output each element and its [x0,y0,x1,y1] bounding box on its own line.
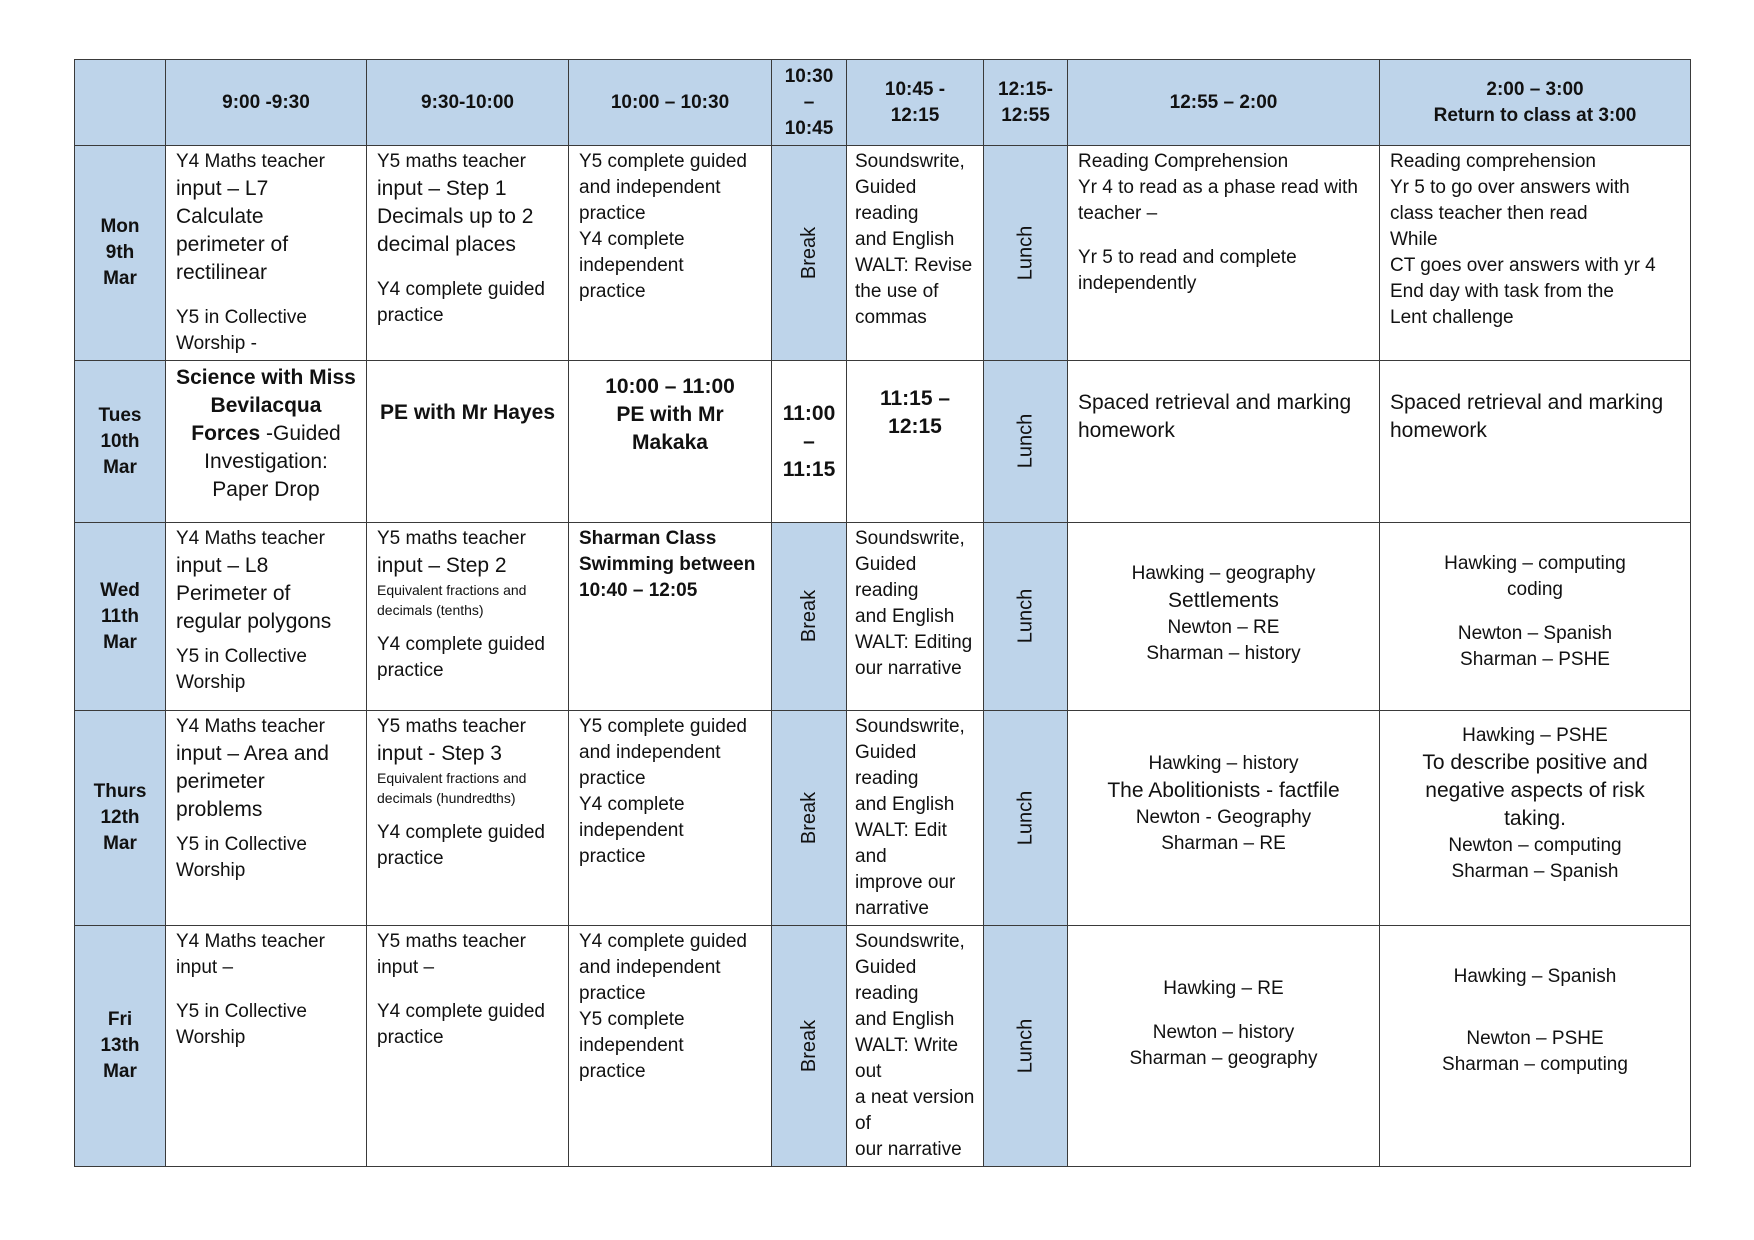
cell-text: Science with Miss [176,366,356,389]
cell-text: 11:00 [782,401,836,425]
cell-text: While [1390,229,1438,250]
cell-text: independently [1078,273,1197,294]
cell-text: WALT: Edit and [855,820,947,867]
day-label [75,523,166,711]
cell-text: Settlements [1168,589,1279,612]
cell-wed-slot2 [367,523,569,711]
cell-text: Hawking – Spanish [1453,966,1617,987]
cell-text: rectilinear [176,261,268,284]
break-label: Break [798,226,820,279]
cell-text: regular polygons [176,610,332,633]
cell-thu-slot5 [847,711,984,926]
header-slot-break [772,60,847,146]
header-text: 10:45 [784,117,834,139]
break-cell [772,711,847,926]
cell-text: Y4 complete guided [377,279,545,300]
cell-text: Equivalent fractions and [377,770,527,786]
cell-text: and independent [579,177,721,198]
cell-text: Y5 in Collective [176,646,307,667]
cell-text: narrative [855,898,929,919]
cell-text: Spaced retrieval and marking [1078,391,1352,414]
break-cell [772,523,847,711]
cell-thu-slot2 [367,711,569,926]
lunch-cell [984,711,1068,926]
cell-text: independent [579,1035,684,1056]
cell-text: Worship [176,860,246,881]
cell-wed-slot8 [1380,523,1691,711]
cell-text: Soundswrite, [855,151,965,172]
cell-text: Y4 complete [579,794,685,815]
cell-text: Hawking – computing [1444,553,1626,574]
cell-tue-slot3 [569,361,772,523]
cell-text: input – [176,957,234,978]
cell-text: Guided reading [855,554,919,601]
cell-text: practice [377,305,444,326]
break-cell [772,146,847,361]
cell-text: Hawking – history [1148,753,1299,774]
cell-text: and English [855,229,955,250]
cell-wed-slot3 [569,523,772,711]
cell-text: Y5 maths teacher [377,716,526,737]
cell-text: Sharman – RE [1161,833,1286,854]
cell-text: Sharman – history [1146,643,1301,664]
cell-text: coding [1507,579,1563,600]
break-cell [772,926,847,1167]
cell-text: CT goes over answers with yr 4 [1390,255,1656,276]
cell-fri-slot3 [569,926,772,1167]
cell-mon-slot3 [569,146,772,361]
day-label [75,146,166,361]
cell-fri-slot8 [1380,926,1691,1167]
day-label [75,711,166,926]
cell-text: 10:40 – 12:05 [579,580,698,601]
cell-text: Newton – RE [1167,617,1280,638]
cell-text: Worship - [176,333,257,354]
cell-text: commas [855,307,927,328]
cell-text: practice [579,768,646,789]
cell-text: homework [1390,419,1487,442]
day-text: Mar [103,833,137,854]
cell-thu-slot8 [1380,711,1691,926]
cell-text: Makaka [632,431,708,454]
cell-text: Y4 Maths teacher [176,528,325,549]
cell-text: Y5 maths teacher [377,931,526,952]
cell-wed-slot5 [847,523,984,711]
cell-tue-slot2 [367,361,569,523]
cell-text: the use of [855,281,939,302]
cell-text: Y5 complete guided [579,716,747,737]
cell-text: Hawking – RE [1163,978,1284,999]
cell-text: practice [579,846,646,867]
lunch-label: Lunch [1014,225,1037,280]
cell-text: Y4 complete [579,229,685,250]
cell-text: decimals (tenths) [377,602,484,618]
cell-text: Paper Drop [212,478,320,501]
cell-text: Spaced retrieval and marking [1390,391,1664,414]
lunch-label: Lunch [1014,588,1037,644]
cell-text: Newton – history [1152,1022,1295,1043]
cell-text: perimeter of [176,233,289,256]
cell-tue-slot5 [847,361,984,523]
cell-text: and English [855,606,955,627]
cell-text: Y4 complete guided [579,931,747,952]
cell-mon-slot1 [166,146,367,361]
cell-text: homework [1078,419,1175,442]
timetable [74,59,1691,1167]
cell-text: Sharman – computing [1442,1054,1628,1075]
cell-text: input – L8 [176,554,269,577]
cell-text: Hawking – geography [1131,563,1316,584]
cell-text: -Guided [260,422,341,445]
cell-text: 10:00 – 11:00 [605,375,735,398]
cell-text: practice [579,983,646,1004]
cell-fri-slot1 [166,926,367,1167]
cell-text: Guided reading [855,957,919,1004]
cell-fri-slot7 [1068,926,1380,1167]
cell-text: Hawking – PSHE [1462,725,1608,746]
cell-text: input – [377,957,435,978]
day-text: Mar [103,1061,137,1082]
lunch-label: Lunch [1014,1018,1037,1073]
cell-text: Y5 maths teacher [377,151,526,172]
header-text: 12:55 [1001,104,1050,126]
cell-text: negative aspects of risk [1425,779,1645,802]
cell-text: input – Step 1 [377,177,507,200]
cell-text: Newton – Spanish [1457,623,1613,644]
cell-text: Swimming between [579,554,756,575]
cell-text: Y5 in Collective [176,307,307,328]
cell-text: Y5 in Collective [176,834,307,855]
day-text: Fri [107,1009,133,1030]
cell-text: class teacher then read [1390,203,1588,224]
cell-text: Bevilacqua [210,394,322,417]
header-slot-1: 9:00 -9:30 [166,60,367,146]
day-text: Mar [103,268,137,289]
header-row [75,60,1691,146]
cell-text: Lent challenge [1390,307,1514,328]
cell-text: Newton - Geography [1135,807,1312,828]
cell-text: Worship [176,672,246,693]
cell-text: Y5 maths teacher [377,528,526,549]
day-text: Tues [98,404,142,426]
cell-text: and English [855,794,955,815]
day-text: Mon [100,216,140,237]
cell-text: Guided reading [855,177,919,224]
lunch-label: Lunch [1014,413,1037,469]
cell-text: independent [579,255,684,276]
cell-wed-slot1 [166,523,367,711]
cell-text: practice [377,1027,444,1048]
row-thursday [75,711,1691,926]
cell-text: input – L7 Calculate [176,177,269,228]
day-text: Mar [103,456,137,478]
break-label: Break [798,1019,820,1072]
cell-text: Yr 4 to read as a phase read with [1078,177,1358,198]
day-text: Thurs [93,781,147,802]
row-monday [75,146,1691,361]
cell-mon-slot5 [847,146,984,361]
cell-text: Newton – computing [1448,835,1622,856]
cell-text: problems [176,798,263,821]
header-corner [75,60,166,146]
cell-text: Y4 complete guided [377,1001,545,1022]
cell-text: and independent [579,742,721,763]
lunch-cell [984,361,1068,523]
header-text: Return to class at 3:00 [1433,104,1637,126]
header-text: 2:00 – 3:00 [1486,78,1584,100]
lunch-cell [984,523,1068,711]
cell-text: WALT: Revise [855,255,973,276]
cell-text: practice [579,281,646,302]
header-text: 10:30 [784,65,834,87]
cell-text: improve our [855,872,956,893]
header-text: 12:15 [890,104,940,126]
cell-text: input - Step 3 [377,742,502,765]
cell-text: 11:15 – [879,387,951,410]
cell-text: Soundswrite, [855,931,965,952]
header-slot-2: 9:30-10:00 [367,60,569,146]
header-text: 12:15- [998,78,1053,100]
row-friday [75,926,1691,1167]
cell-fri-slot5 [847,926,984,1167]
header-text: 10:45 - [884,78,946,100]
day-text: Wed [100,579,140,601]
day-label [75,926,166,1167]
header-slot-8 [1380,60,1691,146]
cell-text: Sharman – geography [1129,1048,1318,1069]
cell-thu-slot7 [1068,711,1380,926]
cell-text: Y4 complete guided [377,634,545,655]
cell-text: Yr 5 to read and complete [1078,247,1297,268]
cell-text: – [803,429,815,453]
header-slot-7: 12:55 – 2:00 [1068,60,1380,146]
cell-text: Newton – PSHE [1466,1028,1604,1049]
header-text: – [803,91,815,113]
cell-text: Soundswrite, [855,716,965,737]
header-slot-lunch [984,60,1068,146]
cell-text: To describe positive and [1422,751,1648,774]
cell-mon-slot2 [367,146,569,361]
lunch-cell [984,926,1068,1167]
cell-text: perimeter [176,770,265,793]
cell-text: Y5 complete guided [579,151,747,172]
cell-text: and independent [579,957,721,978]
cell-text: Reading Comprehension [1078,151,1289,172]
cell-text: Yr 5 to go over answers with [1390,177,1630,198]
cell-tue-slot7 [1068,361,1380,523]
cell-text: practice [579,1061,646,1082]
cell-text: Y5 in Collective [176,1001,307,1022]
cell-text: Y5 complete [579,1009,685,1030]
cell-text: our narrative [855,658,962,679]
cell-text: our narrative [855,1139,962,1160]
day-label [75,361,166,523]
cell-text: WALT: Editing [855,632,973,653]
cell-tue-slot8 [1380,361,1691,523]
cell-text: Sharman Class [579,528,717,549]
cell-text: Forces [191,422,261,445]
cell-text: teacher – [1078,203,1158,224]
cell-text: input – Step 2 [377,554,507,577]
day-text: 13th [100,1035,140,1056]
cell-text: End day with task from the [1390,281,1614,302]
cell-text: taking. [1504,807,1566,830]
cell-text: decimal places [377,233,516,256]
cell-thu-slot1 [166,711,367,926]
cell-text: Investigation: [204,450,328,473]
cell-text: a neat version of [855,1087,975,1134]
lunch-cell [984,146,1068,361]
cell-text: decimals (hundredths) [377,790,516,806]
day-text: 9th [105,242,135,263]
cell-text: 11:15 [782,457,836,481]
cell-text: Y4 Maths teacher [176,931,325,952]
cell-text: Y4 Maths teacher [176,151,325,172]
cell-text: PE with Mr Hayes [379,401,556,424]
cell-text: Sharman – Spanish [1451,861,1619,882]
cell-text: Worship [176,1027,246,1048]
cell-fri-slot2 [367,926,569,1167]
cell-text: practice [579,203,646,224]
row-tuesday [75,361,1691,523]
day-text: 10th [100,430,140,452]
cell-text: Decimals up to 2 [377,205,534,228]
cell-text: Soundswrite, [855,528,965,549]
day-text: 11th [100,605,140,627]
cell-text: practice [377,660,444,681]
cell-text: independent [579,820,684,841]
lunch-label: Lunch [1014,790,1037,845]
day-text: Mar [103,631,137,653]
cell-text: 12:15 [888,415,942,438]
cell-mon-slot7 [1068,146,1380,361]
cell-text: Y4 Maths teacher [176,716,325,737]
cell-text: input – Area and [176,742,329,765]
cell-mon-slot8 [1380,146,1691,361]
cell-text: and English [855,1009,955,1030]
cell-text: Sharman – PSHE [1460,649,1610,670]
break-label: Break [798,589,820,643]
day-text: 12th [100,807,140,828]
cell-text: Guided reading [855,742,919,789]
cell-thu-slot3 [569,711,772,926]
cell-wed-slot7 [1068,523,1380,711]
cell-text: Y4 complete guided [377,822,545,843]
cell-text: practice [377,848,444,869]
cell-text: The Abolitionists - factfile [1107,779,1340,802]
cell-text: Reading comprehension [1390,151,1596,172]
cell-text: Perimeter of [176,582,291,605]
header-slot-5 [847,60,984,146]
header-slot-3: 10:00 – 10:30 [569,60,772,146]
cell-text: PE with Mr [616,403,724,426]
cell-text: Equivalent fractions and [377,582,527,598]
break-label: Break [798,791,820,844]
cell-tue-slot1 [166,361,367,523]
cell-text: WALT: Write out [855,1035,959,1082]
row-wednesday [75,523,1691,711]
cell-tue-break [772,361,847,523]
